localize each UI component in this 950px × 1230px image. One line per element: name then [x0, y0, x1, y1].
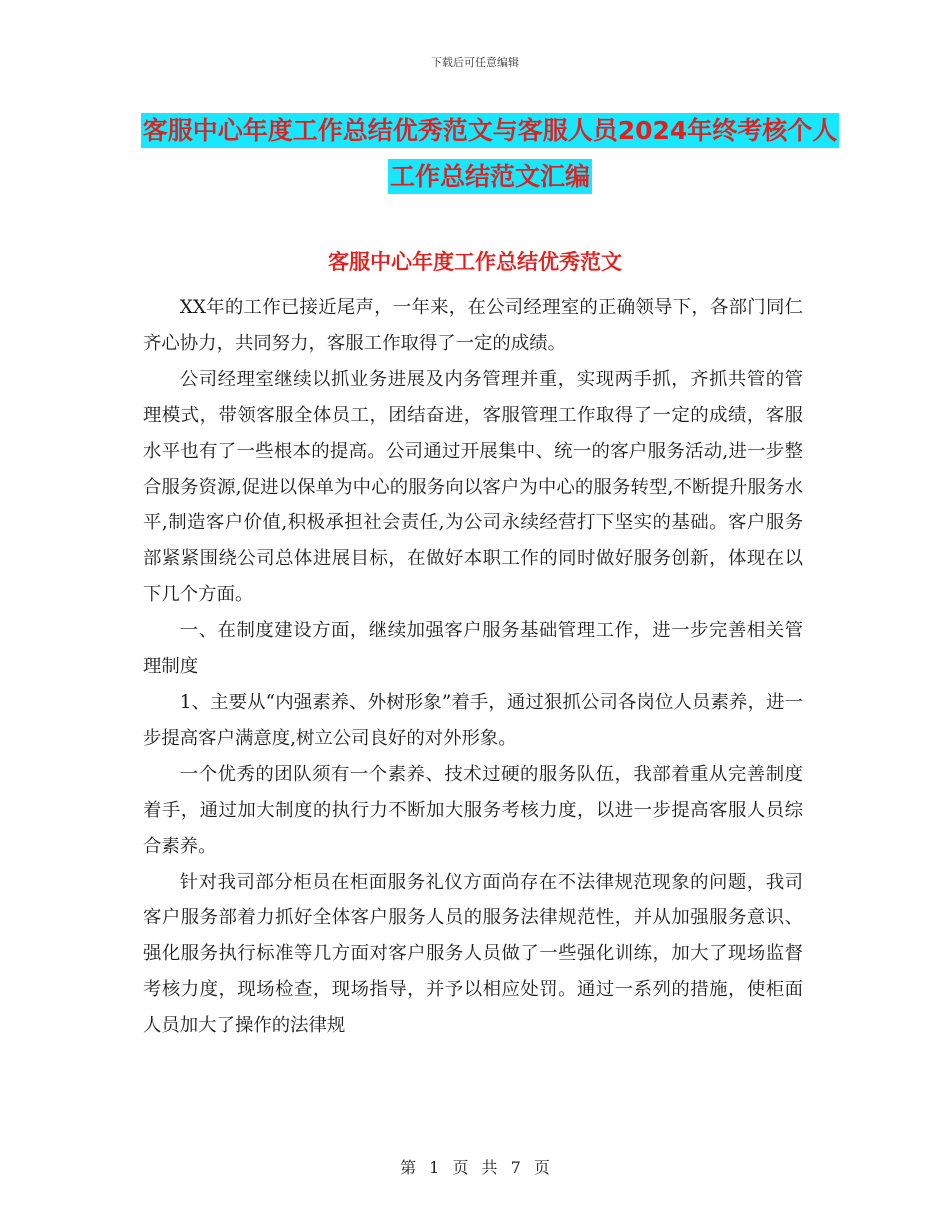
paragraph: 一、在制度建设方面，继续加强客户服务基础管理工作，进一步完善相关管理制度 — [143, 620, 803, 678]
paragraph: 针对我司部分柜员在柜面服务礼仪方面尚存在不法律规范现象的问题，我司客户服务部着力抓好全体客户服务人员的服务法律规范性，并从加强服务意识、强化服务执行标准等几方面对客户服务人员做了一些强化训练，加大了现场监督考核力度，现场检查，现场指导，并予以相应处罚。通过一系列的措施，使柜面人员加大了操作的法律规 — [143, 871, 803, 1037]
paragraph: 一个优秀的团队须有一个素养、技术过硬的服务队伍，我部着重从完善制度着手，通过加大制度的执行力不断加大服务考核力度，以进一步提高客服人员综合素养。 — [143, 763, 803, 857]
section-title: 客服中心年度工作总结优秀范文 — [328, 250, 622, 274]
document-title — [140, 108, 840, 200]
paragraph: 公司经理室继续以抓业务进展及内务管理并重，实现两手抓，齐抓共管的管理模式，带领客服全体员工，团结奋进，客服管理工作取得了一定的成绩，客服水平也有了一些根本的提高。公司通过开展集中、统一的客户服务活动,进一步整合服务资源,促进以保单为中心的服务向以客户为中心的服务转型,不断提升服务水平,制造客户价值,积极承担社会责任,为公司永续经营打下坚实的基础。客户服务部紧紧围绕公司总体进展目标，在做好本职工作的同时做好服务创新，体现在以下几个方面。 — [143, 368, 803, 606]
page-footer: 第 1 页 共 7 页 — [400, 1158, 550, 1177]
document-body — [143, 290, 803, 1044]
paragraph: 1、主要从“内强素养、外树形象”着手，通过狠抓公司各岗位人员素养，进一步提高客户满意度,树立公司良好的对外形象。 — [143, 691, 803, 749]
document-title-text: 客服中心年度工作总结优秀范文与客服人员2024年终考核个人工作总结范文汇编 — [141, 113, 840, 194]
paragraph: XX年的工作已接近尾声，一年来，在公司经理室的正确领导下，各部门同仁齐心协力，共同努力，客服工作取得了一定的成绩。 — [143, 297, 803, 354]
header-note: 下载后可任意编辑 — [431, 56, 519, 69]
